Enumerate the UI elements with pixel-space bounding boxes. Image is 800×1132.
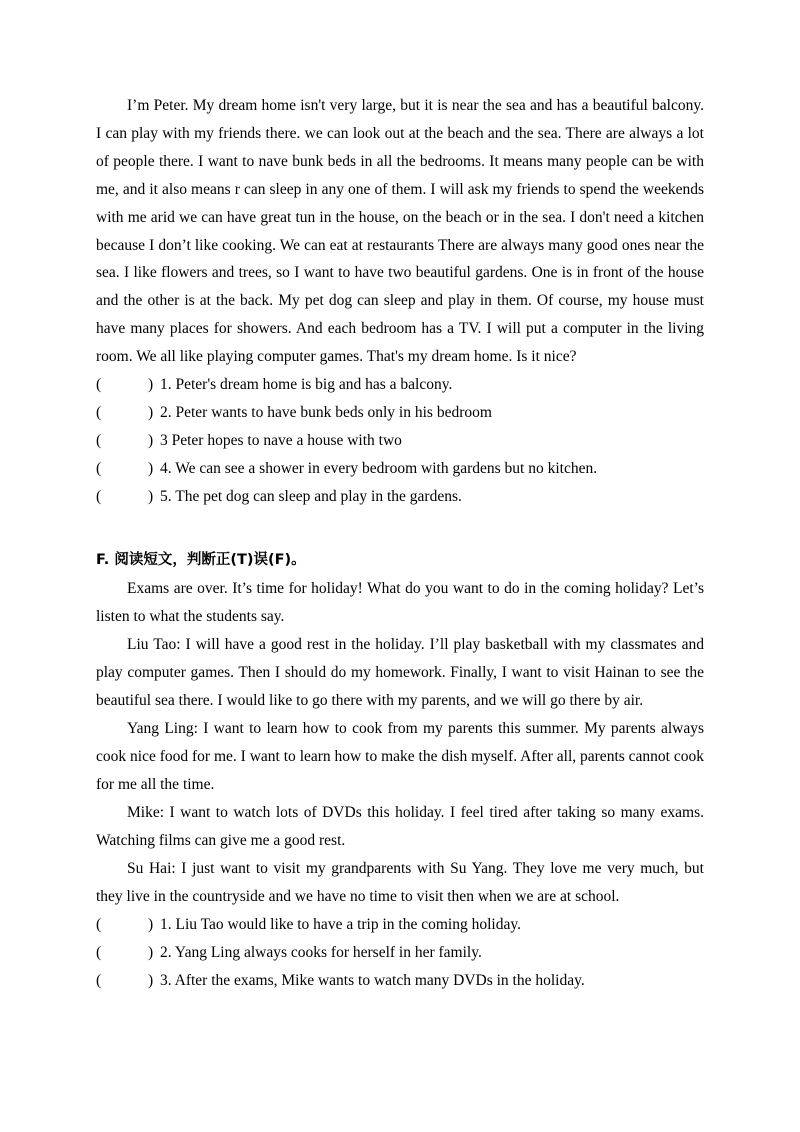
answer-blank-close: ) <box>148 431 154 449</box>
question-item <box>96 455 704 483</box>
worksheet-page <box>96 92 704 995</box>
answer-blank-close: ) <box>148 459 154 477</box>
passage-peter: I’m Peter. My dream home isn't very large, but it is near the sea and has a beautiful balcony. I can play with my friends there. we can look out at the beach and the sea. There are always a lot of people there. I want to nave bunk beds in all the bedrooms. It means many people can be with me, and it also means r can sleep in any one of them. I will ask my friends to spend the weekends with me arid we can have great tun in the house, on the beach or in the sea. I don't need a kitchen because I don’t like cooking. We can eat at restaurants There are always many good ones near the sea. I like flowers and trees, so I want to have two beautiful gardens. One is in front of the house and the other is at the back. My pet dog can sleep and play in them. Of course, my house must have many places for showers. And each bedroom has a TV. I will put a computer in the living room. We all like playing computer games. That's my dream home. Is it nice? <box>96 97 704 366</box>
question-item <box>96 483 704 511</box>
answer-blank-open[interactable]: ( <box>96 403 102 421</box>
question-text: 5. The pet dog can sleep and play in the gardens. <box>160 487 462 505</box>
answer-blank-close: ) <box>148 943 154 961</box>
answer-blank-close: ) <box>148 376 154 394</box>
question-text: 2. Peter wants to have bunk beds only in his bedroom <box>160 403 492 421</box>
questions-passage-a <box>96 371 704 510</box>
question-text: 1. Liu Tao would like to have a trip in the coming holiday. <box>160 915 521 933</box>
section-f-intro: Exams are over. It’s time for holiday! What do you want to do in the coming holiday? Let’s listen to what the students say. <box>96 579 704 625</box>
question-item <box>96 939 704 967</box>
answer-blank-close: ) <box>148 487 154 505</box>
question-text: 1. Peter's dream home is big and has a balcony. <box>160 376 453 394</box>
question-item <box>96 967 704 995</box>
answer-blank-close: ) <box>148 915 154 933</box>
answer-blank-open[interactable]: ( <box>96 943 102 961</box>
answer-blank-open[interactable]: ( <box>96 915 102 933</box>
answer-blank-open[interactable]: ( <box>96 459 102 477</box>
answer-blank-open[interactable]: ( <box>96 487 102 505</box>
question-text: 3. After the exams, Mike wants to watch many DVDs in the holiday. <box>160 971 585 989</box>
question-text: 4. We can see a shower in every bedroom with gardens but no kitchen. <box>160 459 598 477</box>
answer-blank-open[interactable]: ( <box>96 376 102 394</box>
answer-blank-open[interactable]: ( <box>96 431 102 449</box>
question-item <box>96 399 704 427</box>
answer-blank-open[interactable]: ( <box>96 971 102 989</box>
dialog-mike: Mike: I want to watch lots of DVDs this holiday. I feel tired after taking so many exams. Watching films can give me a good rest. <box>96 803 704 849</box>
question-item <box>96 371 704 399</box>
dialog-liu-tao: Liu Tao: I will have a good rest in the holiday. I’ll play basketball with my classmates and play computer games. Then I should do my homework. Finally, I want to visit Hainan to see the beautiful sea there. I would like to go there with my parents, and we will go there by air. <box>96 635 704 709</box>
answer-blank-close: ) <box>148 403 154 421</box>
answer-blank-close: ) <box>148 971 154 989</box>
questions-section-f <box>96 911 704 995</box>
dialog-yang-ling: Yang Ling: I want to learn how to cook from my parents this summer. My parents always cook nice food for me. I want to learn how to make the dish myself. After all, parents cannot cook for me all the time. <box>96 719 704 793</box>
question-text: 3 Peter hopes to nave a house with two <box>160 431 402 449</box>
question-text: 2. Yang Ling always cooks for herself in her family. <box>160 943 482 961</box>
question-item <box>96 911 704 939</box>
section-f-title: F. 阅读短文，判断正(T)误(F)。 <box>96 551 306 568</box>
question-item <box>96 427 704 455</box>
dialog-su-hai: Su Hai: I just want to visit my grandparents with Su Yang. They love me very much, but they live in the countryside and we have no time to visit then when we are at school. <box>96 859 704 905</box>
